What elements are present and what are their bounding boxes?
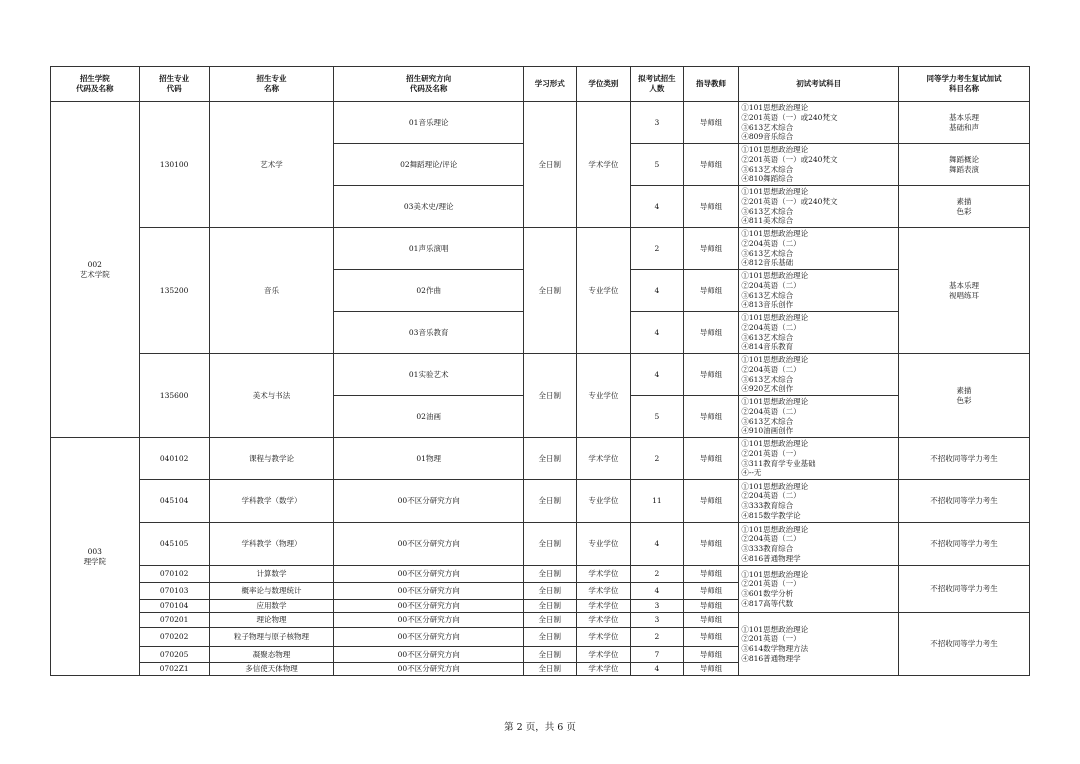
direction-cell: 00不区分研究方向 [334,523,524,566]
advisor-cell: 导师组 [683,438,739,480]
advisor-cell: 导师组 [683,270,739,312]
degree-cell: 学术学位 [576,600,631,613]
exam-cell: ①101思想政治理论 ②204英语（二） ③613艺术综合 ④813音乐创作 [739,270,899,312]
major-name-cell: 学科教学（物理） [209,523,334,566]
enrollment-cell: 4 [631,270,684,312]
enrollment-cell: 2 [631,566,684,583]
degree-cell: 学术学位 [576,647,631,663]
additional-cell: 基本乐理 视唱练耳 [899,228,1030,354]
major-code-cell: 070103 [139,583,209,600]
major-name-cell: 学科教学（数学） [209,480,334,523]
enrollment-cell: 4 [631,312,684,354]
major-name-cell: 美术与书法 [209,354,334,438]
study-form-cell: 全日制 [523,523,576,566]
major-name-cell: 艺术学 [209,102,334,228]
table-row [51,102,1030,144]
table-row [51,480,1030,523]
direction-cell: 00不区分研究方向 [334,583,524,600]
enrollment-cell: 3 [631,600,684,613]
exam-cell: ①101思想政治理论 ②201英语（一） ③614数学物理方法 ④816普通物理学 [739,613,899,676]
admissions-table [50,66,1030,676]
exam-cell: ①101思想政治理论 ②201英语（一）或240梵文 ③613艺术综合 ④811美术综合 [739,186,899,228]
enrollment-cell: 2 [631,438,684,480]
direction-cell: 03美术史/理论 [334,186,524,228]
table-row [51,438,1030,480]
study-form-cell: 全日制 [523,613,576,628]
degree-cell: 学术学位 [576,438,631,480]
major-code-cell: 040102 [139,438,209,480]
additional-cell: 素描 色彩 [899,186,1030,228]
advisor-cell: 导师组 [683,228,739,270]
header-major-code: 招生专业 代码 [139,67,209,102]
major-code-cell: 135200 [139,228,209,354]
major-code-cell: 0702Z1 [139,663,209,676]
direction-cell: 01物理 [334,438,524,480]
header-row [51,67,1030,102]
header-direction: 招生研究方向 代码及名称 [334,67,524,102]
table-row [51,523,1030,566]
enrollment-cell: 11 [631,480,684,523]
table-row [51,566,1030,583]
additional-cell: 不招收同等学力考生 [899,480,1030,523]
degree-cell: 学术学位 [576,583,631,600]
exam-cell: ①101思想政治理论 ②201英语（一）或240梵文 ③613艺术综合 ④810舞蹈综合 [739,144,899,186]
study-form-cell: 全日制 [523,663,576,676]
enrollment-cell: 3 [631,102,684,144]
advisor-cell: 导师组 [683,663,739,676]
major-name-cell: 多信使天体物理 [209,663,334,676]
major-code-cell: 070104 [139,600,209,613]
advisor-cell: 导师组 [683,566,739,583]
study-form-cell: 全日制 [523,102,576,228]
additional-cell: 不招收同等学力考生 [899,566,1030,613]
degree-cell: 学术学位 [576,663,631,676]
header-college: 招生学院 代码及名称 [51,67,140,102]
table-row [51,613,1030,628]
major-code-cell: 045104 [139,480,209,523]
direction-cell: 01声乐演唱 [334,228,524,270]
direction-cell: 00不区分研究方向 [334,480,524,523]
major-name-cell: 概率论与数理统计 [209,583,334,600]
study-form-cell: 全日制 [523,628,576,647]
enrollment-cell: 3 [631,613,684,628]
study-form-cell: 全日制 [523,354,576,438]
table-row [51,228,1030,270]
major-name-cell: 音乐 [209,228,334,354]
major-code-cell: 130100 [139,102,209,228]
additional-cell: 素描 色彩 [899,354,1030,438]
enrollment-cell: 4 [631,663,684,676]
additional-cell: 基本乐理 基础和声 [899,102,1030,144]
enrollment-cell: 7 [631,647,684,663]
direction-cell: 00不区分研究方向 [334,600,524,613]
advisor-cell: 导师组 [683,186,739,228]
major-code-cell: 135600 [139,354,209,438]
study-form-cell: 全日制 [523,566,576,583]
college-cell: 002 艺术学院 [51,102,140,438]
degree-cell: 专业学位 [576,480,631,523]
exam-cell: ①101思想政治理论 ②204英语（二） ③613艺术综合 ④910油画创作 [739,396,899,438]
study-form-cell: 全日制 [523,600,576,613]
exam-cell: ①101思想政治理论 ②204英语（二） ③613艺术综合 ④812音乐基础 [739,228,899,270]
header-enrollment: 拟考试招生 人数 [631,67,684,102]
enrollment-cell: 5 [631,144,684,186]
advisor-cell: 导师组 [683,523,739,566]
header-study-form: 学习形式 [523,67,576,102]
study-form-cell: 全日制 [523,228,576,354]
additional-cell: 不招收同等学力考生 [899,613,1030,676]
advisor-cell: 导师组 [683,480,739,523]
enrollment-cell: 4 [631,354,684,396]
advisor-cell: 导师组 [683,396,739,438]
exam-cell: ①101思想政治理论 ②201英语（一）或240梵文 ③613艺术综合 ④809音乐综合 [739,102,899,144]
direction-cell: 00不区分研究方向 [334,663,524,676]
exam-cell: ①101思想政治理论 ②204英语（二） ③613艺术综合 ④920艺术创作 [739,354,899,396]
direction-cell: 02舞蹈理论/评论 [334,144,524,186]
enrollment-cell: 5 [631,396,684,438]
direction-cell: 01音乐理论 [334,102,524,144]
advisor-cell: 导师组 [683,354,739,396]
direction-cell: 01实验艺术 [334,354,524,396]
study-form-cell: 全日制 [523,480,576,523]
header-degree-type: 学位类别 [576,67,631,102]
direction-cell: 00不区分研究方向 [334,628,524,647]
header-additional-subjects: 同等学力考生复试加试 科目名称 [899,67,1030,102]
direction-cell: 02油画 [334,396,524,438]
page-number: 第 2 页，共 6 页 [504,722,576,733]
degree-cell: 专业学位 [576,228,631,354]
additional-cell: 不招收同等学力考生 [899,523,1030,566]
exam-cell: ①101思想政治理论 ②204英语（二） ③613艺术综合 ④814音乐教育 [739,312,899,354]
major-name-cell: 凝聚态物理 [209,647,334,663]
study-form-cell: 全日制 [523,647,576,663]
direction-cell: 00不区分研究方向 [334,566,524,583]
advisor-cell: 导师组 [683,628,739,647]
enrollment-cell: 2 [631,628,684,647]
header-major-name: 招生专业 名称 [209,67,334,102]
college-cell: 003 理学院 [51,438,140,676]
advisor-cell: 导师组 [683,647,739,663]
advisor-cell: 导师组 [683,613,739,628]
advisor-cell: 导师组 [683,600,739,613]
study-form-cell: 全日制 [523,583,576,600]
degree-cell: 专业学位 [576,523,631,566]
exam-cell: ①101思想政治理论 ②201英语（一） ③601数学分析 ④817高等代数 [739,566,899,613]
degree-cell: 学术学位 [576,566,631,583]
direction-cell: 00不区分研究方向 [334,613,524,628]
major-code-cell: 070201 [139,613,209,628]
major-code-cell: 045105 [139,523,209,566]
major-name-cell: 课程与教学论 [209,438,334,480]
major-name-cell: 粒子物理与原子核物理 [209,628,334,647]
exam-cell: ①101思想政治理论 ②204英语（二） ③333教育综合 ④815数学教学论 [739,480,899,523]
additional-cell: 舞蹈概论 舞蹈表演 [899,144,1030,186]
header-exam-subjects: 初试考试科目 [739,67,899,102]
direction-cell: 00不区分研究方向 [334,647,524,663]
enrollment-cell: 4 [631,583,684,600]
enrollment-cell: 4 [631,186,684,228]
study-form-cell: 全日制 [523,438,576,480]
enrollment-cell: 4 [631,523,684,566]
major-name-cell: 理论物理 [209,613,334,628]
exam-cell: ①101思想政治理论 ②204英语（二） ③333教育综合 ④816普通物理学 [739,523,899,566]
additional-cell: 不招收同等学力考生 [899,438,1030,480]
major-code-cell: 070205 [139,647,209,663]
major-code-cell: 070102 [139,566,209,583]
direction-cell: 03音乐教育 [334,312,524,354]
degree-cell: 学术学位 [576,628,631,647]
exam-cell: ①101思想政治理论 ②201英语（一） ③311教育学专业基础 ④--无 [739,438,899,480]
advisor-cell: 导师组 [683,102,739,144]
table-row [51,354,1030,396]
major-name-cell: 应用数学 [209,600,334,613]
advisor-cell: 导师组 [683,583,739,600]
advisor-cell: 导师组 [683,144,739,186]
direction-cell: 02作曲 [334,270,524,312]
header-advisor: 指导教师 [683,67,739,102]
major-code-cell: 070202 [139,628,209,647]
degree-cell: 专业学位 [576,354,631,438]
major-name-cell: 计算数学 [209,566,334,583]
degree-cell: 学术学位 [576,102,631,228]
advisor-cell: 导师组 [683,312,739,354]
enrollment-cell: 2 [631,228,684,270]
degree-cell: 学术学位 [576,613,631,628]
